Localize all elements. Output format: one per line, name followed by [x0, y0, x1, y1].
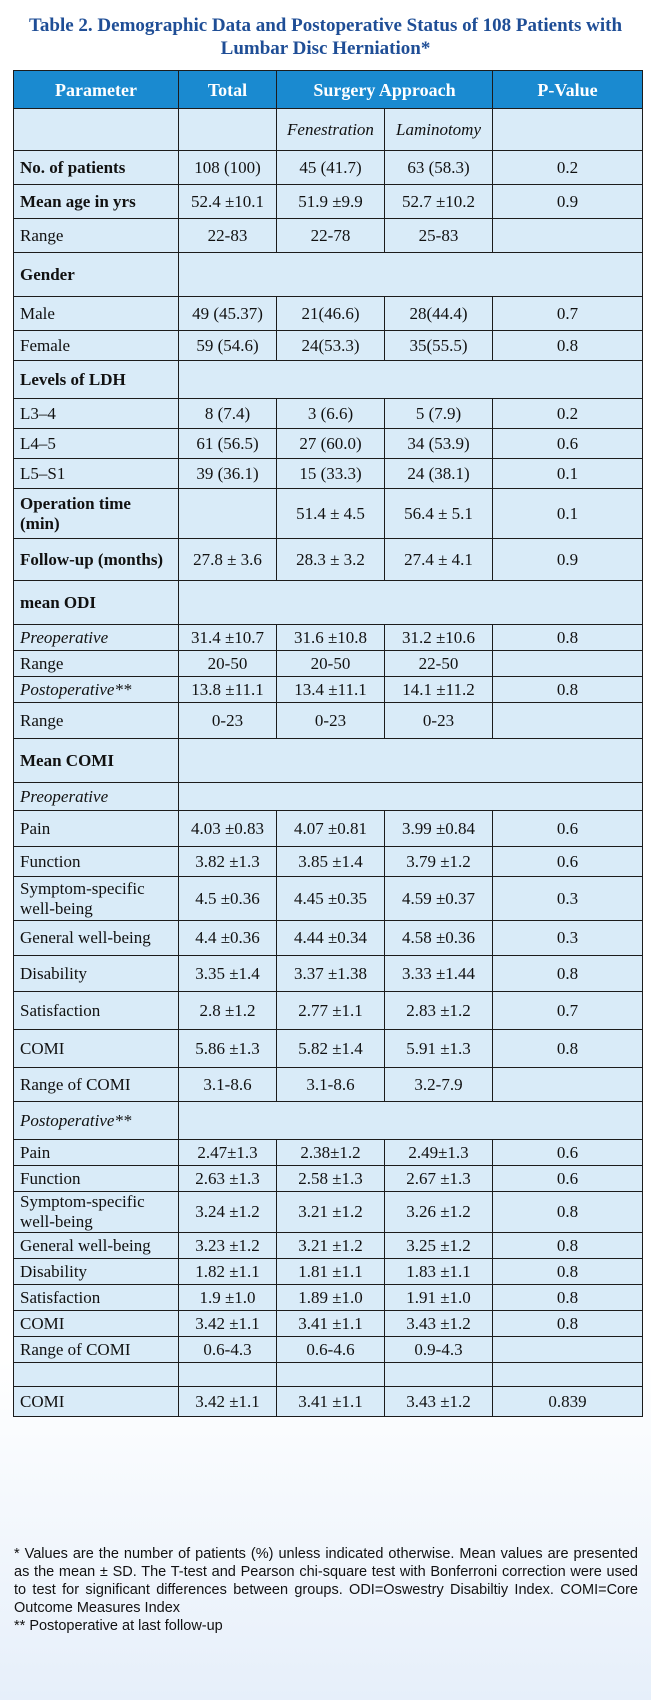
- cell-laminotomy: 31.2 ±10.6: [385, 625, 493, 651]
- cell-fenestration: 28.3 ± 3.2: [277, 539, 385, 581]
- section-row: [14, 361, 643, 399]
- cell-total: 3.35 ±1.4: [179, 956, 277, 992]
- table-row: [14, 651, 643, 677]
- section-spacer: [179, 783, 643, 811]
- row-label: Pain: [14, 811, 179, 847]
- section-spacer: [179, 253, 643, 297]
- cell-p-value: 0.1: [493, 489, 643, 539]
- row-label: Range: [14, 219, 179, 253]
- row-label: General well-being: [14, 1233, 179, 1259]
- table-row: [14, 489, 643, 539]
- cell-fenestration: 13.4 ±11.1: [277, 677, 385, 703]
- header-total: Total: [179, 71, 277, 109]
- cell-fenestration: 1.81 ±1.1: [277, 1259, 385, 1285]
- cell-total: 1.9 ±1.0: [179, 1285, 277, 1311]
- section-row: [14, 1102, 643, 1140]
- table-row: [14, 1166, 643, 1192]
- subheader-fenestration: Fenestration: [277, 109, 385, 151]
- row-label: Disability: [14, 1259, 179, 1285]
- cell-laminotomy: 2.83 ±1.2: [385, 992, 493, 1030]
- row-label: L4–5: [14, 429, 179, 459]
- cell-p-value: 0.6: [493, 1166, 643, 1192]
- cell-total: 13.8 ±11.1: [179, 677, 277, 703]
- cell-p-value: 0.8: [493, 331, 643, 361]
- subheader-empty: [14, 109, 179, 151]
- cell-fenestration: 3.85 ±1.4: [277, 847, 385, 877]
- section-spacer: [179, 361, 643, 399]
- header-parameter: Parameter: [14, 71, 179, 109]
- cell-fenestration: 3.37 ±1.38: [277, 956, 385, 992]
- cell-total: 0.6-4.3: [179, 1337, 277, 1363]
- cell-p-value: 0.9: [493, 539, 643, 581]
- cell-laminotomy: 24 (38.1): [385, 459, 493, 489]
- table-row: [14, 539, 643, 581]
- cell-total: 3.1-8.6: [179, 1068, 277, 1102]
- row-label: Range of COMI: [14, 1337, 179, 1363]
- subheader-row: [14, 109, 643, 151]
- cell-total: [179, 489, 277, 539]
- row-label: Range: [14, 703, 179, 739]
- cell-total: 59 (54.6): [179, 331, 277, 361]
- cell-total: 0-23: [179, 703, 277, 739]
- table-row: [14, 1387, 643, 1417]
- cell-laminotomy: 0.9-4.3: [385, 1337, 493, 1363]
- subheader-empty: [493, 109, 643, 151]
- cell-p-value: 0.3: [493, 877, 643, 921]
- cell-total: 2.47±1.3: [179, 1140, 277, 1166]
- cell-p-value: 0.7: [493, 297, 643, 331]
- cell-fenestration: 45 (41.7): [277, 151, 385, 185]
- cell-fenestration: 15 (33.3): [277, 459, 385, 489]
- cell-laminotomy: 2.67 ±1.3: [385, 1166, 493, 1192]
- cell-fenestration: 2.77 ±1.1: [277, 992, 385, 1030]
- cell-total: 2.8 ±1.2: [179, 992, 277, 1030]
- cell-p-value: 0.6: [493, 1140, 643, 1166]
- row-label: Mean age in yrs: [14, 185, 179, 219]
- cell-total: 49 (45.37): [179, 297, 277, 331]
- cell-laminotomy: 34 (53.9): [385, 429, 493, 459]
- section-row: [14, 783, 643, 811]
- table-row: [14, 877, 643, 921]
- cell-fenestration: 0.6-4.6: [277, 1337, 385, 1363]
- cell-laminotomy: 3.43 ±1.2: [385, 1311, 493, 1337]
- table-row: [14, 1311, 643, 1337]
- table-row: [14, 921, 643, 956]
- cell-laminotomy: 22-50: [385, 651, 493, 677]
- cell-total: 3.23 ±1.2: [179, 1233, 277, 1259]
- table-row: [14, 992, 643, 1030]
- row-label: [14, 1363, 179, 1387]
- row-label: Levels of LDH: [14, 361, 179, 399]
- cell-p-value: 0.1: [493, 459, 643, 489]
- table-row: [14, 399, 643, 429]
- cell-p-value: 0.8: [493, 677, 643, 703]
- table-row: [14, 331, 643, 361]
- section-row: [14, 253, 643, 297]
- header-surgery-approach: Surgery Approach: [277, 71, 493, 109]
- row-label: COMI: [14, 1311, 179, 1337]
- cell-p-value: 0.8: [493, 1233, 643, 1259]
- cell-p-value: [493, 219, 643, 253]
- cell-fenestration: 2.58 ±1.3: [277, 1166, 385, 1192]
- cell-total: [179, 1363, 277, 1387]
- row-label: L5–S1: [14, 459, 179, 489]
- cell-laminotomy: [385, 1363, 493, 1387]
- cell-laminotomy: 3.43 ±1.2: [385, 1387, 493, 1417]
- table-row: [14, 1363, 643, 1387]
- cell-fenestration: 3.21 ±1.2: [277, 1192, 385, 1233]
- row-label: No. of patients: [14, 151, 179, 185]
- footnote-2: ** Postoperative at last follow-up: [14, 1618, 223, 1634]
- cell-p-value: 0.8: [493, 956, 643, 992]
- cell-fenestration: 1.89 ±1.0: [277, 1285, 385, 1311]
- cell-p-value: [493, 703, 643, 739]
- cell-laminotomy: 4.58 ±0.36: [385, 921, 493, 956]
- row-label: COMI: [14, 1387, 179, 1417]
- row-label: Preoperative: [14, 783, 179, 811]
- cell-laminotomy: 14.1 ±11.2: [385, 677, 493, 703]
- row-label: Range of COMI: [14, 1068, 179, 1102]
- row-label: Postoperative**: [14, 1102, 179, 1140]
- cell-p-value: 0.2: [493, 399, 643, 429]
- cell-p-value: 0.8: [493, 1311, 643, 1337]
- table-row: [14, 1259, 643, 1285]
- cell-laminotomy: 4.59 ±0.37: [385, 877, 493, 921]
- section-spacer: [179, 581, 643, 625]
- cell-total: 52.4 ±10.1: [179, 185, 277, 219]
- cell-total: 4.4 ±0.36: [179, 921, 277, 956]
- table-row: [14, 703, 643, 739]
- footnote-1: * Values are the number of patients (%) unless indicated otherwise. Mean values are presented as the mean ± SD. The T-test and Pearson chi-square test with Bonferroni correction were used to test for significant differences between groups. ODI=Oswestry Disabiltiy Index. COMI=Core Outcome Measures Index: [14, 1546, 638, 1616]
- cell-p-value: 0.9: [493, 185, 643, 219]
- cell-p-value: [493, 651, 643, 677]
- table-row: [14, 1030, 643, 1068]
- row-label: Follow-up (months): [14, 539, 179, 581]
- header-p-value: P-Value: [493, 71, 643, 109]
- cell-p-value: [493, 1337, 643, 1363]
- cell-laminotomy: 1.91 ±1.0: [385, 1285, 493, 1311]
- table-row: [14, 297, 643, 331]
- cell-laminotomy: 27.4 ± 4.1: [385, 539, 493, 581]
- header-row: [14, 71, 643, 109]
- table-row: [14, 677, 643, 703]
- cell-laminotomy: 35(55.5): [385, 331, 493, 361]
- cell-fenestration: 3.41 ±1.1: [277, 1387, 385, 1417]
- row-label: Operation time (min): [14, 489, 179, 539]
- cell-p-value: 0.6: [493, 429, 643, 459]
- row-label: Mean COMI: [14, 739, 179, 783]
- cell-total: 108 (100): [179, 151, 277, 185]
- cell-total: 5.86 ±1.3: [179, 1030, 277, 1068]
- table-row: [14, 219, 643, 253]
- cell-fenestration: 4.07 ±0.81: [277, 811, 385, 847]
- cell-fenestration: 3.21 ±1.2: [277, 1233, 385, 1259]
- cell-fenestration: 51.4 ± 4.5: [277, 489, 385, 539]
- data-table: [13, 70, 643, 1417]
- subheader-empty: [179, 109, 277, 151]
- table-row: [14, 1140, 643, 1166]
- cell-total: 22-83: [179, 219, 277, 253]
- table-row: [14, 1285, 643, 1311]
- cell-total: 27.8 ± 3.6: [179, 539, 277, 581]
- cell-laminotomy: 28(44.4): [385, 297, 493, 331]
- cell-fenestration: 31.6 ±10.8: [277, 625, 385, 651]
- cell-p-value: 0.8: [493, 1030, 643, 1068]
- cell-fenestration: 21(46.6): [277, 297, 385, 331]
- cell-laminotomy: 56.4 ± 5.1: [385, 489, 493, 539]
- cell-laminotomy: 3.25 ±1.2: [385, 1233, 493, 1259]
- table-row: [14, 1233, 643, 1259]
- row-label: Gender: [14, 253, 179, 297]
- cell-total: 3.82 ±1.3: [179, 847, 277, 877]
- table-caption: Table 2. Demographic Data and Postoperative Status of 108 Patients with Lumbar Disc Herniation*: [28, 15, 623, 59]
- cell-fenestration: 27 (60.0): [277, 429, 385, 459]
- row-label: Postoperative**: [14, 677, 179, 703]
- table-row: [14, 151, 643, 185]
- cell-total: 3.42 ±1.1: [179, 1387, 277, 1417]
- table-row: [14, 956, 643, 992]
- cell-p-value: 0.839: [493, 1387, 643, 1417]
- row-label: Function: [14, 847, 179, 877]
- cell-total: 8 (7.4): [179, 399, 277, 429]
- row-label: Male: [14, 297, 179, 331]
- cell-laminotomy: 2.49±1.3: [385, 1140, 493, 1166]
- cell-total: 3.24 ±1.2: [179, 1192, 277, 1233]
- cell-total: 4.03 ±0.83: [179, 811, 277, 847]
- row-label: Pain: [14, 1140, 179, 1166]
- cell-fenestration: 3.1-8.6: [277, 1068, 385, 1102]
- cell-laminotomy: 0-23: [385, 703, 493, 739]
- section-row: [14, 581, 643, 625]
- table-row: [14, 847, 643, 877]
- table-row: [14, 1192, 643, 1233]
- footnotes: [14, 1545, 638, 1635]
- cell-fenestration: 3 (6.6): [277, 399, 385, 429]
- row-label: L3–4: [14, 399, 179, 429]
- cell-laminotomy: 3.2-7.9: [385, 1068, 493, 1102]
- cell-total: 2.63 ±1.3: [179, 1166, 277, 1192]
- cell-fenestration: 0-23: [277, 703, 385, 739]
- cell-p-value: 0.8: [493, 1259, 643, 1285]
- cell-laminotomy: 3.33 ±1.44: [385, 956, 493, 992]
- row-label: Satisfaction: [14, 992, 179, 1030]
- table-row: [14, 625, 643, 651]
- row-label: Symptom-specific well-being: [14, 1192, 179, 1233]
- section-spacer: [179, 1102, 643, 1140]
- table-row: [14, 429, 643, 459]
- table-row: [14, 1337, 643, 1363]
- cell-p-value: 0.8: [493, 1192, 643, 1233]
- cell-laminotomy: 3.99 ±0.84: [385, 811, 493, 847]
- cell-total: 4.5 ±0.36: [179, 877, 277, 921]
- cell-total: 31.4 ±10.7: [179, 625, 277, 651]
- cell-fenestration: 4.45 ±0.35: [277, 877, 385, 921]
- cell-laminotomy: 3.79 ±1.2: [385, 847, 493, 877]
- row-label: Satisfaction: [14, 1285, 179, 1311]
- row-label: Preoperative: [14, 625, 179, 651]
- row-label: Symptom-specific well-being: [14, 877, 179, 921]
- row-label: Female: [14, 331, 179, 361]
- cell-laminotomy: 25-83: [385, 219, 493, 253]
- cell-p-value: 0.2: [493, 151, 643, 185]
- cell-fenestration: 4.44 ±0.34: [277, 921, 385, 956]
- cell-laminotomy: 5 (7.9): [385, 399, 493, 429]
- table-row: [14, 459, 643, 489]
- cell-fenestration: 24(53.3): [277, 331, 385, 361]
- cell-p-value: 0.8: [493, 1285, 643, 1311]
- row-label: Disability: [14, 956, 179, 992]
- row-label: mean ODI: [14, 581, 179, 625]
- section-spacer: [179, 739, 643, 783]
- cell-p-value: 0.6: [493, 847, 643, 877]
- cell-p-value: [493, 1068, 643, 1102]
- cell-fenestration: 2.38±1.2: [277, 1140, 385, 1166]
- row-label: Range: [14, 651, 179, 677]
- cell-total: 1.82 ±1.1: [179, 1259, 277, 1285]
- cell-laminotomy: 5.91 ±1.3: [385, 1030, 493, 1068]
- cell-fenestration: [277, 1363, 385, 1387]
- cell-laminotomy: 63 (58.3): [385, 151, 493, 185]
- cell-p-value: 0.3: [493, 921, 643, 956]
- section-row: [14, 739, 643, 783]
- subheader-laminotomy: Laminotomy: [385, 109, 493, 151]
- cell-laminotomy: 52.7 ±10.2: [385, 185, 493, 219]
- cell-p-value: 0.7: [493, 992, 643, 1030]
- cell-fenestration: 22-78: [277, 219, 385, 253]
- cell-p-value: [493, 1363, 643, 1387]
- cell-fenestration: 51.9 ±9.9: [277, 185, 385, 219]
- cell-total: 61 (56.5): [179, 429, 277, 459]
- cell-total: 20-50: [179, 651, 277, 677]
- cell-fenestration: 5.82 ±1.4: [277, 1030, 385, 1068]
- table-row: [14, 811, 643, 847]
- cell-laminotomy: 1.83 ±1.1: [385, 1259, 493, 1285]
- table-row: [14, 1068, 643, 1102]
- row-label: General well-being: [14, 921, 179, 956]
- table-row: [14, 185, 643, 219]
- row-label: Function: [14, 1166, 179, 1192]
- cell-total: 3.42 ±1.1: [179, 1311, 277, 1337]
- cell-p-value: 0.6: [493, 811, 643, 847]
- cell-p-value: 0.8: [493, 625, 643, 651]
- cell-fenestration: 20-50: [277, 651, 385, 677]
- cell-laminotomy: 3.26 ±1.2: [385, 1192, 493, 1233]
- cell-fenestration: 3.41 ±1.1: [277, 1311, 385, 1337]
- cell-total: 39 (36.1): [179, 459, 277, 489]
- row-label: COMI: [14, 1030, 179, 1068]
